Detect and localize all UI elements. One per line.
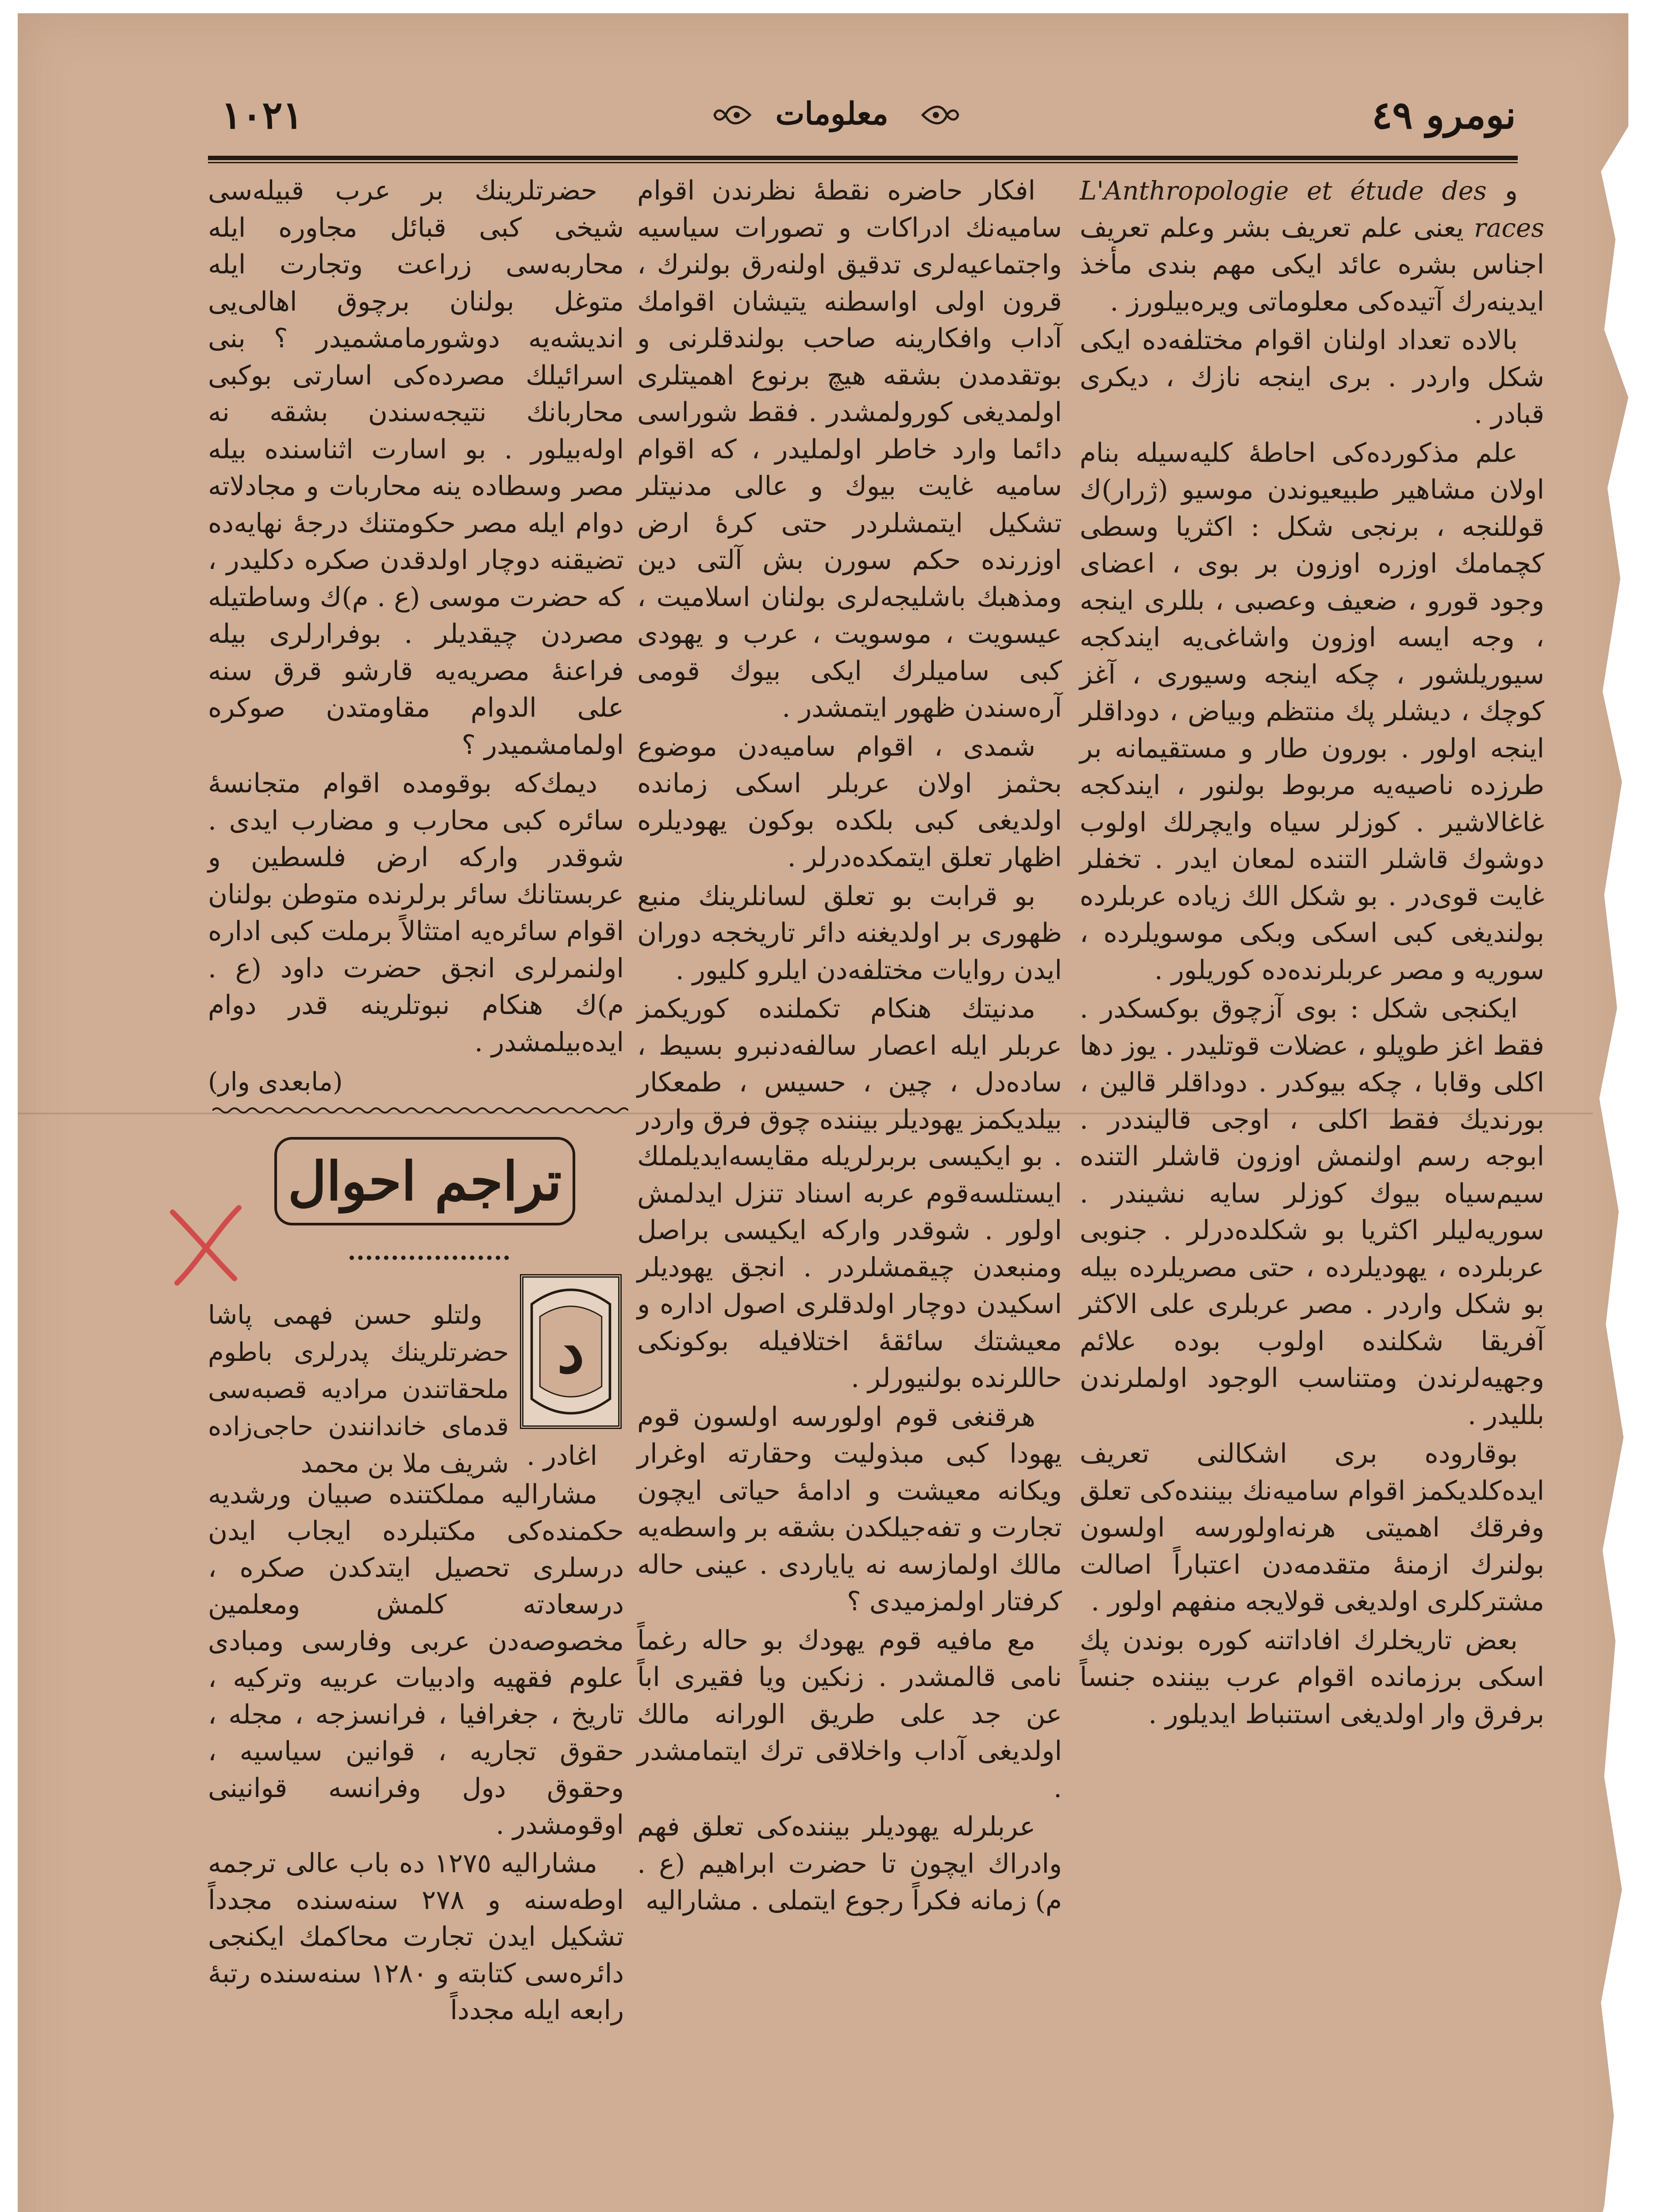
page-number: ١٠٢١	[221, 93, 303, 138]
column-left-top	[208, 173, 624, 1101]
article-paragraph: ولتلو حسن فهمی پاشا حضرتلرينك پدرلری باطوم ملحقاتندن مرادیه قصبه‌سی قدمای خاندانندن حاجی‌زاده شريف ملا بن محمد	[208, 1300, 509, 1479]
article-paragraph: حضرتلرينك بر عرب قبيله‌سی شيخی كبی قبائل مجاوره ايله محاربه‌سی زراعت وتجارت ايله متوغل بولنان برچوق اهالی‌يی انديشه‌يه دوشورمامشميدر ؟ بنی اسرائيلك مصرده‌كی اسارتی بوكبی محاربانك نتيجه‌سندن بشقه نه اوله‌بيلور . بو اسارت اثناسنده بيله مصر وسطاده ينه محاربات و مجادلاته دوام ايله مصر حكومتنك درجهٔ نهايه‌ده تضيقنه دوچار اولدقدن صكره دكليدر ، كه حضرت موسی (ع . م)ك وساطتيله مصردن چيقديلر . بوفرارلری بيله فراعنهٔ مصريه‌يه قارشو قرق سنه علی الدوام مقاومتدن صوكره اولمامشميدر ؟	[208, 175, 624, 760]
article-paragraph: ديمك‌كه بوقومده اقوام متجانسهٔ سائره كبی محارب و مضارب ايدی . شوقدر واركه ارض فلسطين و عربستانك سائر برلرنده متوطن بولنان اقوام سائره‌يه امتثالاً برملت كبی اداره اولنمرلری انجق حضرت داود (ع . م)ك هنكام نبوتلرينه قدر دوام ايده‌بيلمشدر .	[208, 768, 624, 1058]
article-paragraph: بعض تاريخلرك افاداتنه كوره بوندن پك اسكی برزمانده اقوام عرب بيننده جنساً برفرق وار اولديغی استنباط ايديلور .	[1080, 1624, 1544, 1730]
article-paragraph: ايكنجی شكل : بوی آزچوق بوكسكدر . فقط اغز طوپلو ، عضلات قوتليدر . يوز دها اكلی وقابا ، چكه بيوكدر . دوداقلر قالين ، بورنديك فقط اكلی ، اوجی قالينددر . ابوجه رسم اولنمش اوزون قاشلر التنده سيم‌سياه بيوك كوزلر سايه نشيندر . سوريه‌لیلر اكثريا بو شكلده‌درلر . جنوبی عربلرده ، يهوديلرده ، حتی مصريلرده بيله بو شكل واردر . مصر عربلری علی الاكثر آفريقا شكلنده اولوب بوده علائم وجهيه‌لرندن ومتناسب الوجود اولملرندن بللیدر .	[1080, 993, 1544, 1431]
article-paragraph: مشاراليه ١٢٧٥ ده باب عالی ترجمه اوطه‌سنه و ٢٧٨ سنه‌سنده مجدداً تشكيل ايدن تجارت محاكمك ايكنجی دائره‌سی كتابته و ١٢٨٠ سنه‌سنده رتبهٔ رابعه ايله مجدداً	[208, 1848, 624, 2026]
red-x-mark-icon	[159, 1194, 257, 1292]
article-paragraph	[1080, 173, 1544, 320]
decorated-initial	[520, 1274, 622, 1429]
article-paragraph: شمدی ، اقوام ساميه‌دن موضوع بحثمز اولان عربلر اسكی زمانده اولديغی كبی بلكده بوكون يهوديلره اظهار تعلق ايتمكده‌درلر .	[637, 731, 1062, 873]
ornament-right-icon	[920, 102, 960, 128]
journal-title: معلومات	[775, 95, 889, 132]
ornament-left-icon	[712, 102, 752, 128]
article-paragraph: مع مافيه قوم يهودك بو حاله رغماً نامی قالمشدر . زنكين ويا فقيری اباً عن جد علی طريق الورانه مالك اولديغی آداب واخلاقی ترك ايتمامشدر .	[637, 1624, 1062, 1804]
paragraph-text: و	[1505, 175, 1518, 206]
issue-number: نومرو ٤٩	[1372, 93, 1516, 138]
section-title: تراجم احوال	[274, 1137, 575, 1225]
title-underline	[350, 1252, 509, 1260]
article-paragraph: افكار حاضره نقطهٔ نظرندن اقوام ساميه‌نك ادراكات و تصورات سياسيه واجتماعيه‌لری تدقيق اولنه‌رق بولنرك ، قرون اولی اواسطنه يتيشان اقوامك آداب وافكارينه صاحب بولندقلرنی و بوتقدمدن بشقه هيچ برنوع اهميتلری اولمديغی كورولمشدر . فقط شوراسی دائما وارد خاطر اولمليدر ، كه اقوام ساميه غايت بيوك و عالی مدنيتلر تشكيل ايتمشلردر حتی كرهٔ ارض اوزرنده حكم سورن بش آلتی دين ومذهبك باشليجه‌لری بولنان اسلاميت ، عيسويت ، موسويت ، عرب و يهودی كبی ساميلرك ايكی بيوك قومی آره‌سندن ظهور ايتمشدر .	[637, 175, 1062, 723]
biography-body	[208, 1438, 624, 2031]
article-paragraph: بوقاروده‌ بری اشكالنی تعريف ايده‌كلديكمز اقوام ساميه‌نك بيننده‌كی تعلق وفرقك اهميتی هرنه‌اولورسه اولسون بولنرك ازمنهٔ متقدمه‌دن اعتباراً اصالت مشتركلری اولديغی قولايجه منفهم اولور .	[1080, 1438, 1544, 1617]
article-paragraph: علم مذكورده‌كی احاطهٔ كليه‌سيله بنام اولان مشاهير طبيعيوندن موسيو (ژرار)ك قوللنجه ، برنجی شكل : اكثريا وسطی كچمامك اوزره اوزون بر بوی ، اعضای وجود قورو ، ضعيف وعصبی ، بللری اينجه ، وجه ايسه اوزون واشاغی‌يه ايندكجه‌ سيوريلشور ، چكه اينجه وسيوری ، آغز كوچك ، ديشلر پك منتظم وبياض ، دوداقلر اينجه اولور . بورون طار و مستقيمانه بر طرزده ناصيه‌يه مربوط بولنور ، ايندكجه غاغالاشير . كوزلر سياه وايچرلك اولوب دوشوك قاشلر التنده لمعان ايدر . تخفلر غايت قوی‌در . بو شكل الك زياده عربلرده بولنديغی كبی اسكی وبكی موسويلرده ، سوريه و مصر عربلرنده‌ده كوريلور .	[1080, 437, 1544, 986]
article-paragraph: هرقنغی قوم اولورسه اولسون قوم يهودا كبی مبذوليت وحقارته اوغرار ويكانه معيشت و ادامهٔ حياتی ايچون تجارت و تفه‌جيلكدن بشقه بر واسطه‌يه مالك اولمازسه نه يايارد‌ی . عينی حاله كرفتار اولمزميدی ؟	[637, 1401, 1062, 1617]
paragraph-text: يعنی علم تعريف بشر وعلم تعريف اجناس بشره عائد ايكی مهم بندی مأخذ ايدينه‌رك آتيده‌كی معلوماتی ويره‌بيلورز .	[1080, 212, 1544, 317]
article-paragraph: اغادر .	[526, 1440, 597, 1471]
continued-note: (مابعدی وار)	[208, 1067, 343, 1097]
article-paragraph: بالاده تعداد اولنان اقوام مختلفه‌ده ايكی شكل واردر . بری اينجه نازك ، ديكری قبادر .	[1080, 325, 1544, 430]
article-paragraph: عربلرله يهوديلر بيننده‌كی تعلق فهم وادراك ايچون تا حضرت ابراهيم (ع . م) زمانه فكراً رجوع ايتملی . مشاراليه	[637, 1811, 1062, 1916]
article-paragraph: مشاراليه مملكتنده صبيان ورشديه حكمنده‌كی مكتبلرده ايجاب ايدن درسلری تحصيل ايتدكدن صكره ، درسعادته كلمش ومعلمين مخصوصه‌دن عربی وفارسی ومبادی علوم فقهيه وادبيات عربيه وتركيه ، تاريخ ، جغرافيا ، فرانسزجه ، مجله ، حقوق تجاريه ، قوانين سياسيه ، وحقوق دول وفرانسه قوانينی اوقومشدر .	[208, 1479, 624, 1840]
header-rule	[208, 156, 1518, 160]
latin-title: L'Anthropologie et étude des races	[1080, 176, 1544, 243]
column-right	[1080, 173, 1544, 1735]
column-middle	[637, 173, 1062, 1921]
ornamental-frame-icon	[523, 1278, 618, 1425]
article-paragraph: بو قرابت بو تعلق لسانلرينك منبع ظهوری بر اولديغنه دائر تاريخجه دوران ايدن روايات مختلفه‌دن ايلرو كليور .	[637, 880, 1062, 986]
header-rule-thin	[208, 162, 1518, 163]
initial-letter: د	[557, 1314, 585, 1387]
section-divider	[212, 1104, 628, 1117]
article-paragraph: مدنيتك هنكام تكملنده كوريكمز عربلر ايله اعصار سالفه‌دنبرو بسيط ، ساده‌دل ، چين ، حسيس ، طمعكار بيلديكمز يهوديلر بيننده چوق فرق واردر . بو ايكيسی بربرلريله مقايسه‌ايديلملك ايستلسه‌قوم عربه اسناد تنزل ايدلمش اولور . شوقدر واركه ايكيسی براصل ومنبعدن چيقمشلردر . انجق يهوديلر اسكيدن دوچار اولدقلری اصول اداره و معيشتك سائقهٔ اختلافيله بوكونكی حاللرنده بولنيورلر .	[637, 993, 1062, 1394]
